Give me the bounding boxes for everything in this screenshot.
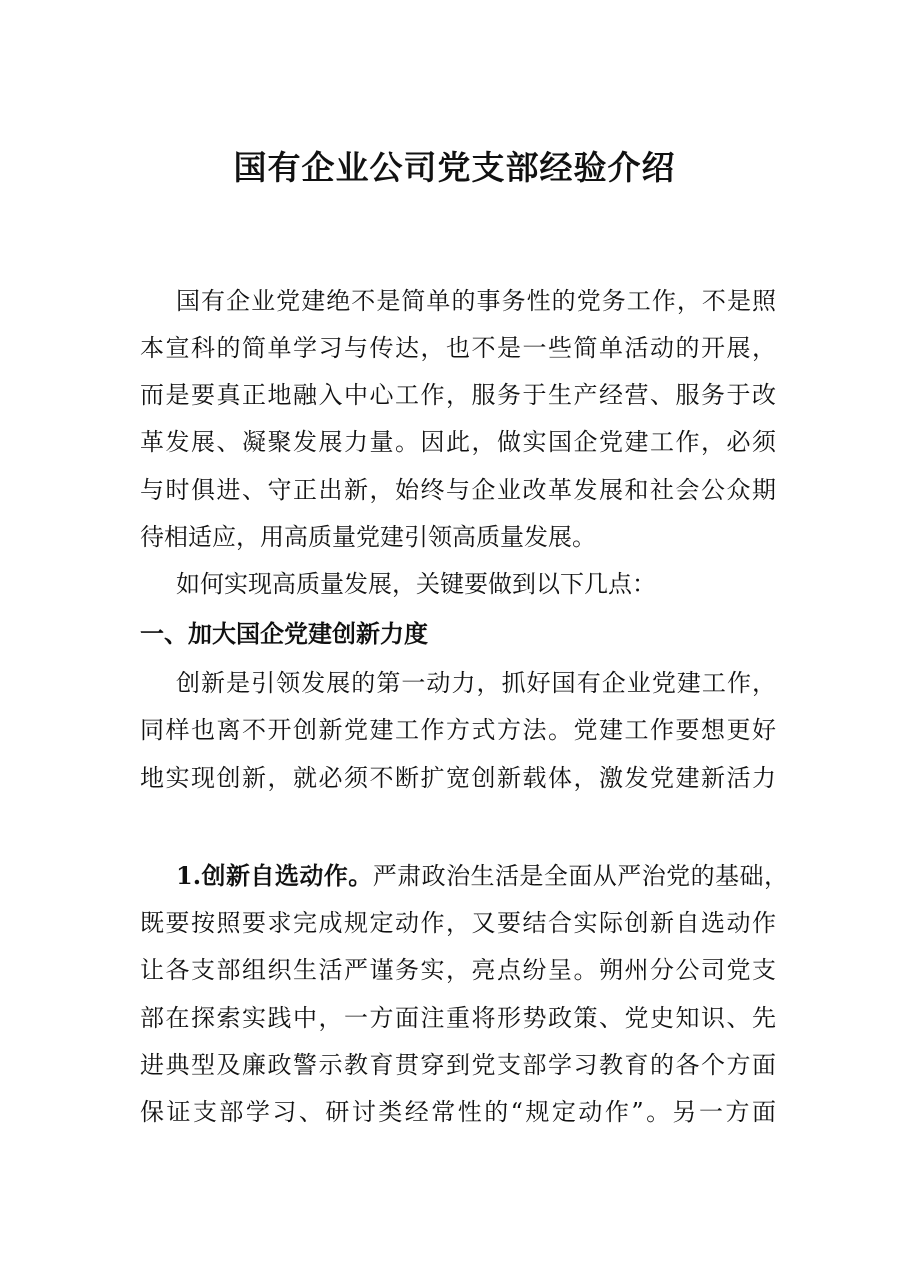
- paragraph-line: 国有企业党建绝不是简单的事务性的党务工作，不是照: [176, 287, 776, 315]
- subsection-lead: 1.创新自选动作。: [176, 861, 373, 890]
- paragraph-line: 待相适应，用高质量党建引领高质量发展。: [140, 523, 596, 551]
- subsection-first-text: 严肃政治生活是全面从严治党的基础，: [372, 862, 788, 890]
- subsection-first-line: [176, 860, 788, 892]
- paragraph-line: 进典型及廉政警示教育贯穿到党支部学习教育的各个方面: [140, 1051, 776, 1079]
- paragraph-line: 与时俱进、守正出新，始终与企业改革发展和社会公众期: [140, 476, 776, 504]
- paragraph-line: 革发展、凝聚发展力量。因此，做实国企党建工作，必须: [140, 428, 776, 456]
- paragraph-line: 保证支部学习、研讨类经常性的“规定动作”。另一方面: [140, 1098, 776, 1126]
- paragraph-line: 既要按照要求完成规定动作，又要结合实际创新自选动作: [140, 909, 776, 937]
- paragraph-line: 部在探索实践中，一方面注重将形势政策、党史知识、先: [140, 1004, 776, 1032]
- paragraph-line: 创新是引领发展的第一动力，抓好国有企业党建工作，: [176, 669, 776, 697]
- paragraph-line: 同样也离不开创新党建工作方式方法。党建工作要想更好: [140, 716, 776, 744]
- section-heading: 一、加大国企党建创新力度: [140, 619, 428, 648]
- paragraph-line: 而是要真正地融入中心工作，服务于生产经营、服务于改: [140, 381, 776, 409]
- paragraph-line: 如何实现高质量发展，关键要做到以下几点：: [176, 570, 656, 598]
- paragraph-line: 地实现创新，就必须不断扩宽创新载体，激发党建新活力: [140, 764, 776, 792]
- paragraph-line: 本宣科的简单学习与传达，也不是一些简单活动的开展，: [140, 334, 776, 362]
- paragraph-line: 让各支部组织生活严谨务实，亮点纷呈。朔州分公司党支: [140, 956, 776, 984]
- document-title: 国有企业公司党支部经验介绍: [233, 148, 676, 187]
